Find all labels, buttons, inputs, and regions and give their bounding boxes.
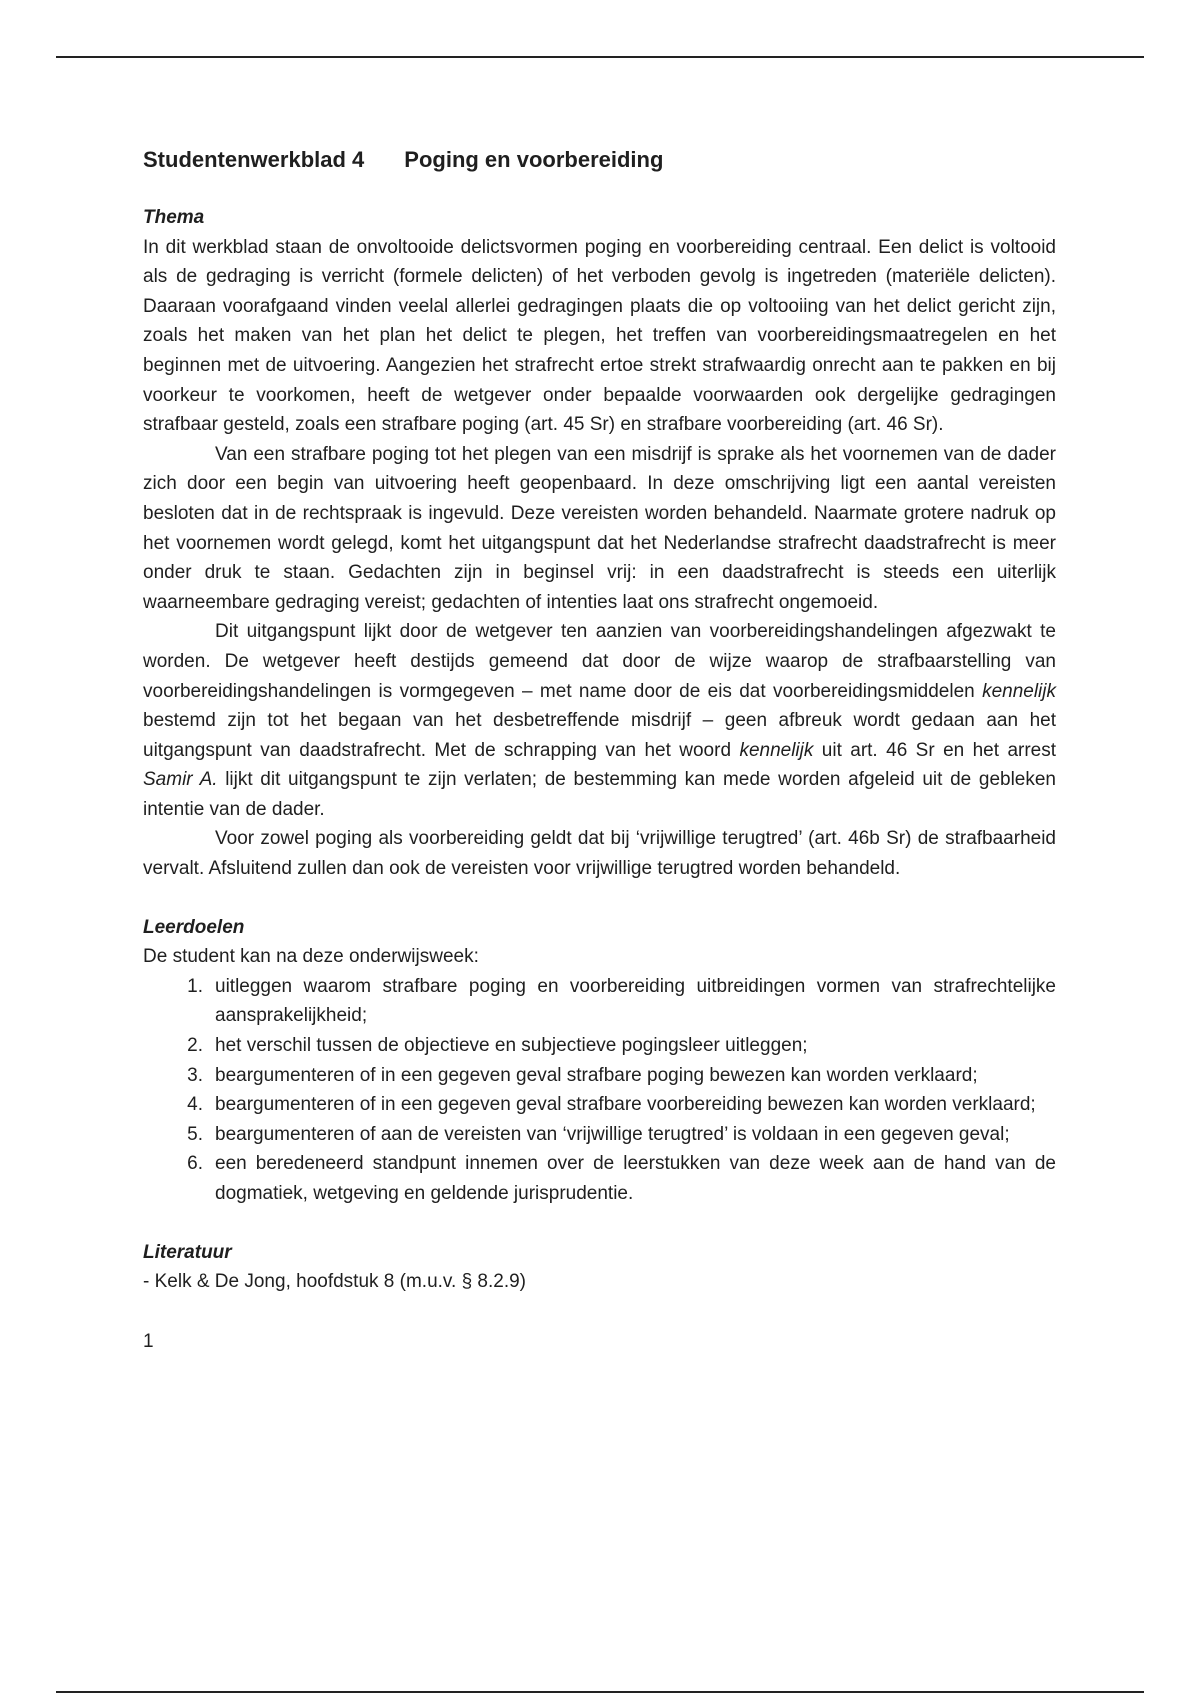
top-rule: [56, 56, 1144, 58]
bottom-rule: [56, 1691, 1144, 1693]
worksheet-label: Studentenwerkblad 4: [143, 147, 365, 172]
list-item-text: beargumenteren of in een gegeven geval strafbare voorbereiding bewezen kan worden verklaard;: [215, 1094, 1036, 1116]
list-item-number: 6.: [187, 1153, 203, 1175]
thema-p3-text-b: bestemd zijn tot het begaan van het desbetreffende misdrijf – geen afbreuk wordt gedaan aan het uitgangspunt van daadstrafrecht. Met de schrapping van het woord: [143, 710, 1056, 761]
list-item-number: 1.: [187, 975, 203, 997]
worksheet-title: Poging en voorbereiding: [404, 147, 664, 172]
list-item: [187, 1120, 1056, 1150]
list-item: [187, 1090, 1056, 1120]
thema-p3-text-a: Dit uitgangspunt lijkt door de wetgever ten aanzien van voorbereidingshandelingen afgezwakt te worden. De wetgever heeft destijds gemeend dat door de wijze waarop de strafbaarstelling van voorbereidingshandelingen is vormgegeven – met name door de eis dat voorbereidingsmiddelen: [143, 621, 1056, 702]
list-item-text: beargumenteren of aan de vereisten van ‘vrijwillige terugtred’ is voldaan in een gegeven geval;: [215, 1123, 1010, 1145]
list-item: [187, 1031, 1056, 1061]
page-title: [143, 145, 1056, 175]
thema-p3-text-d: lijkt dit uitgangspunt te zijn verlaten; de bestemming kan mede worden afgeleid uit de gebleken intentie van de dader.: [143, 769, 1057, 820]
list-item-text: het verschil tussen de objectieve en subjectieve pogingsleer uitleggen;: [215, 1035, 808, 1057]
list-item-number: 4.: [187, 1094, 203, 1116]
list-item-number: 2.: [187, 1035, 203, 1057]
thema-p3-emphasis-2: kennelijk: [739, 739, 814, 761]
thema-p3-case-name: Samir A.: [143, 769, 218, 791]
thema-paragraph-3: [143, 617, 1056, 824]
thema-paragraph-2: Van een strafbare poging tot het plegen van een misdrijf is sprake als het voornemen van de dader zich door een begin van uitvoering heeft geopenbaard. In deze omschrijving ligt een aantal vereisten besloten dat in de rechtspraak is ingevuld. Deze vereisten worden behandeld. Naarmate grotere nadruk op het voornemen wordt gelegd, komt het uitgangspunt dat het Nederlandse strafrecht daadstrafrecht is meer onder druk te staan. Gedachten zijn in beginsel vrij: in een daadstrafrecht is steeds een uiterlijk waarneembare gedraging vereist; gedachten of intenties laat ons strafrecht ongemoeid.: [143, 443, 1056, 613]
thema-paragraph-4: Voor zowel poging als voorbereiding geldt dat bij ‘vrijwillige terugtred’ (art. 46b Sr) de strafbaarheid vervalt. Afsluitend zullen dan ook de vereisten voor vrijwillige terugtred worden behandeld.: [143, 828, 1056, 880]
list-item-text: een beredeneerd standpunt innemen over de leerstukken van deze week aan de hand van de dogmatiek, wetgeving en geldende jurisprudentie.: [215, 1153, 1056, 1204]
list-item: [187, 1149, 1056, 1208]
thema-paragraph-1: In dit werkblad staan de onvoltooide delictsvormen poging en voorbereiding centraal. Een delict is voltooid als de gedraging is verricht (formele delicten) of het verboden gevolg is ingetreden (materiële delicten). Daaraan voorafgaand vinden veelal allerlei gedragingen plaats die op voltooiing van het delict gericht zijn, zoals het maken van het plan het delict te plegen, het treffen van voorbereidingsmaatregelen en het beginnen met de uitvoering. Aangezien het strafrecht ertoe strekt strafwaardig onrecht aan te pakken en bij voorkeur te voorkomen, heeft de wetgever onder bepaalde voorwaarden ook dergelijke gedragingen strafbaar gesteld, zoals een strafbare poging (art. 45 Sr) en strafbare voorbereiding (art. 46 Sr).: [143, 236, 1056, 436]
leerdoelen-list: [143, 972, 1056, 1209]
literatuur-heading: Literatuur: [143, 1241, 232, 1263]
leerdoelen-intro: De student kan na deze onderwijsweek:: [143, 946, 479, 968]
list-item-text: uitleggen waarom strafbare poging en voorbereiding uitbreidingen vormen van strafrechtelijke aansprakelijkheid;: [215, 975, 1056, 1027]
leerdoelen-heading: Leerdoelen: [143, 916, 245, 938]
literatuur-item: - Kelk & De Jong, hoofdstuk 8 (m.u.v. § 8.2.9): [143, 1271, 526, 1293]
thema-heading: Thema: [143, 207, 205, 228]
document-body: [143, 145, 1056, 1356]
list-item-text: beargumenteren of in een gegeven geval strafbare poging bewezen kan worden verklaard;: [215, 1064, 978, 1086]
thema-p3-text-c: uit art. 46 Sr en het arrest: [813, 739, 1057, 761]
page-number: 1: [143, 1330, 154, 1352]
thema-p3-emphasis-1: kennelijk: [982, 680, 1056, 702]
list-item: [187, 1061, 1056, 1091]
list-item: [187, 972, 1056, 1031]
list-item-number: 3.: [187, 1064, 203, 1086]
list-item-number: 5.: [187, 1123, 203, 1145]
